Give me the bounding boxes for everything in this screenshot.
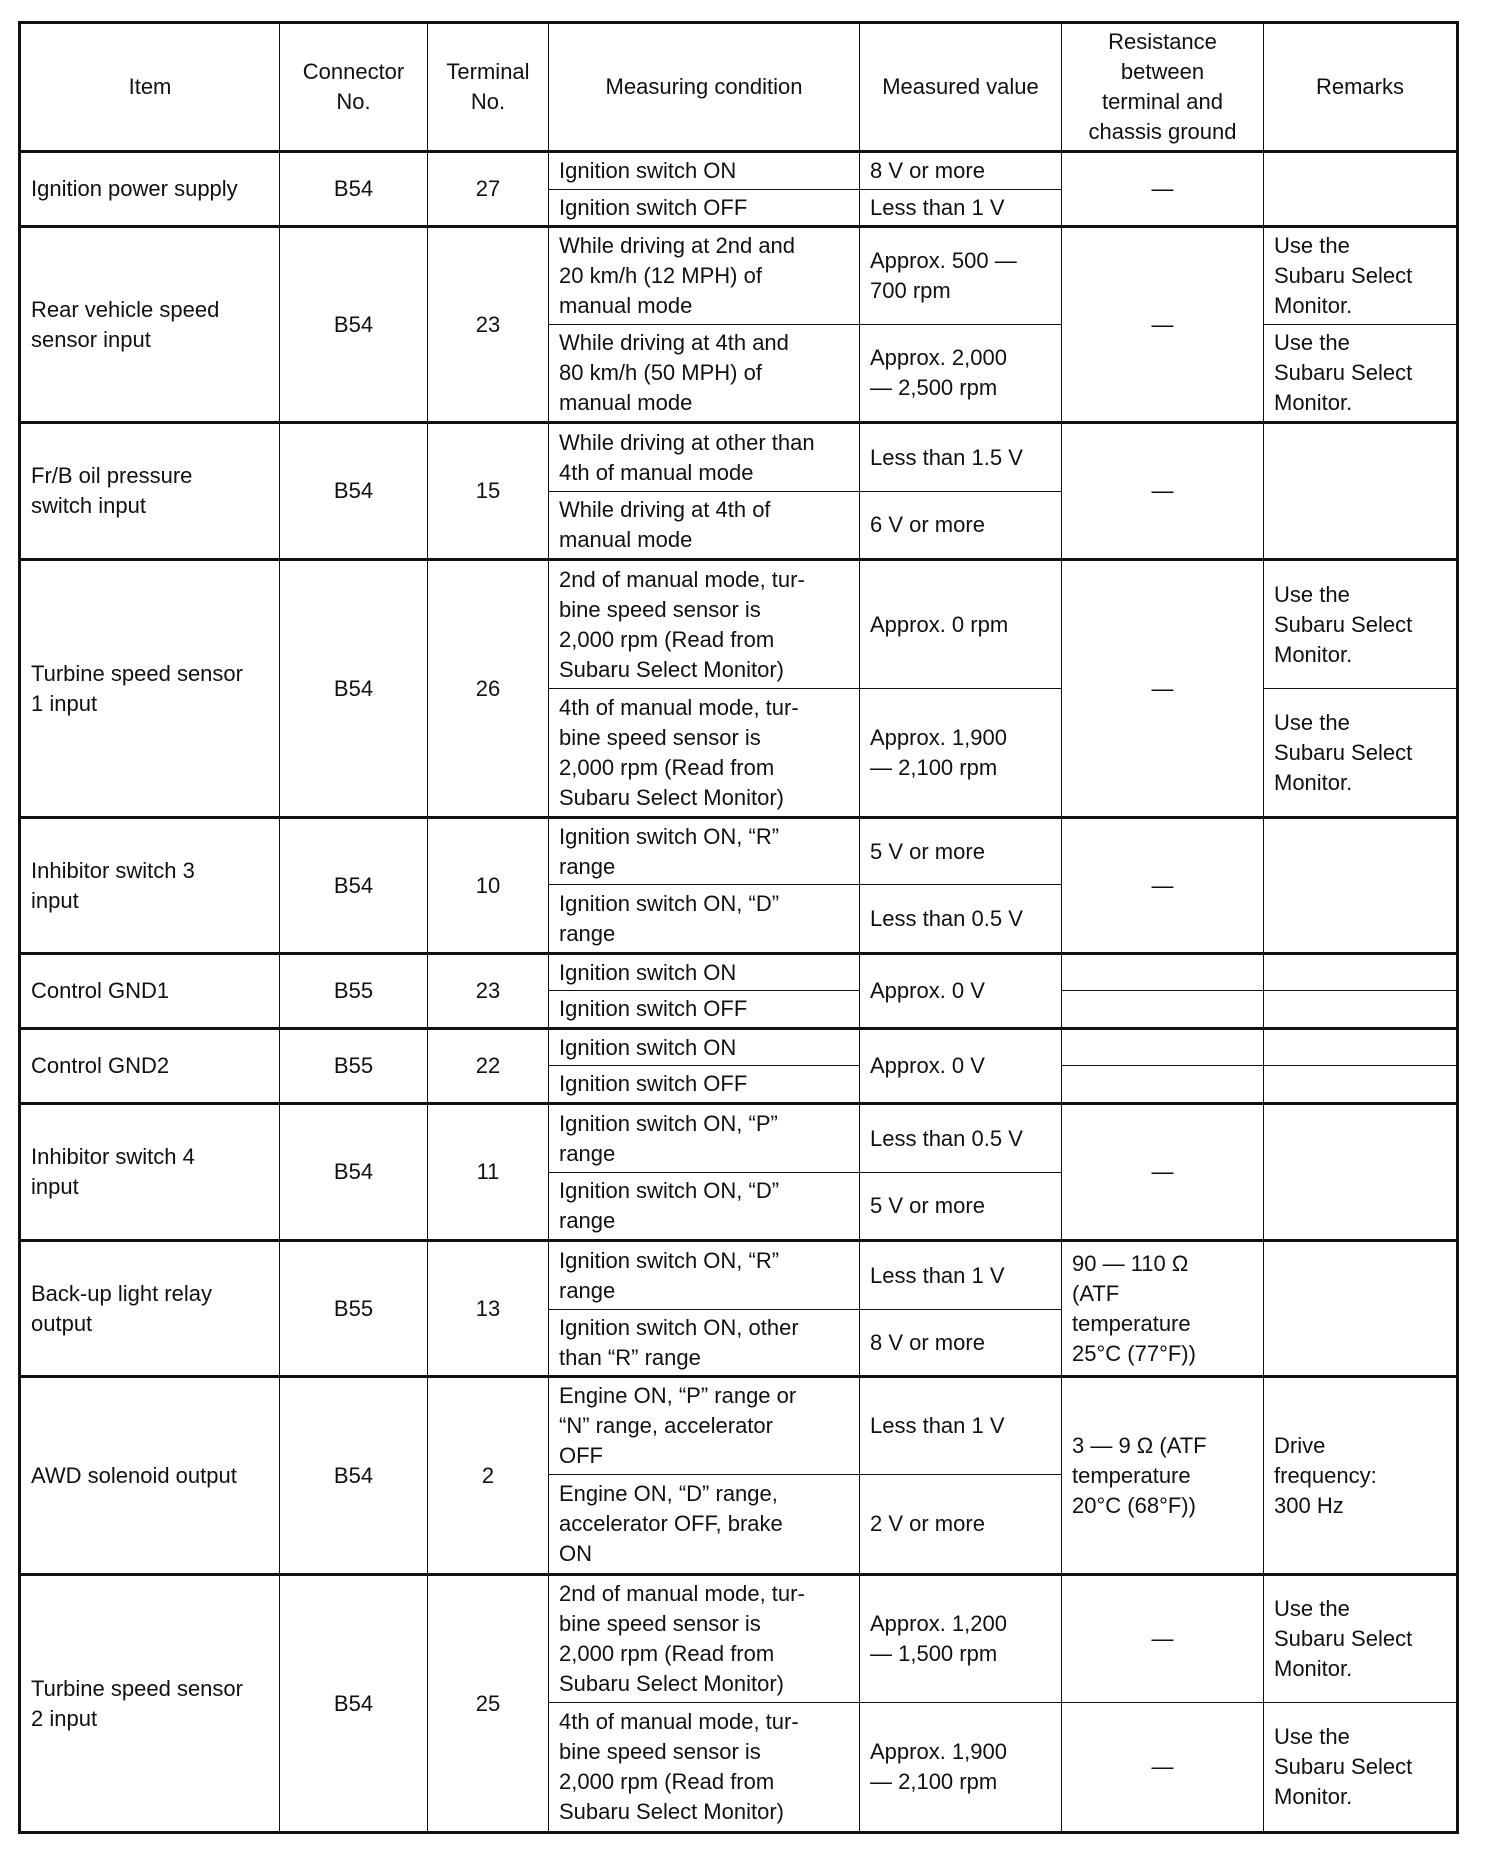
remarks-cell: Use the Subaru Select Monitor. bbox=[1264, 1703, 1458, 1833]
connector-cell: B54 bbox=[280, 1377, 428, 1575]
remarks-cell bbox=[1264, 1029, 1458, 1066]
measured-value-cell: Less than 1 V bbox=[860, 190, 1062, 227]
condition-cell: While driving at 2nd and 20 km/h (12 MPH) of manual mode bbox=[549, 227, 860, 325]
header-remarks: Remarks bbox=[1264, 23, 1458, 152]
terminal-cell: 25 bbox=[428, 1575, 549, 1833]
remarks-cell: Use the Subaru Select Monitor. bbox=[1264, 560, 1458, 689]
terminal-cell: 13 bbox=[428, 1241, 549, 1377]
terminal-cell: 15 bbox=[428, 423, 549, 560]
header-connector: Connector No. bbox=[280, 23, 428, 152]
connector-cell: B55 bbox=[280, 954, 428, 1029]
measured-value-cell: Less than 0.5 V bbox=[860, 1104, 1062, 1173]
condition-cell: While driving at other than 4th of manual mode bbox=[549, 423, 860, 492]
connector-cell: B55 bbox=[280, 1241, 428, 1377]
resistance-cell bbox=[1062, 991, 1264, 1029]
measured-value-cell: Approx. 1,200 — 1,500 rpm bbox=[860, 1575, 1062, 1703]
measured-value-cell: 6 V or more bbox=[860, 492, 1062, 560]
header-condition: Measuring condition bbox=[549, 23, 860, 152]
connector-cell: B54 bbox=[280, 1104, 428, 1241]
measured-value-cell: 5 V or more bbox=[860, 1173, 1062, 1241]
terminal-cell: 23 bbox=[428, 954, 549, 1029]
terminal-cell: 22 bbox=[428, 1029, 549, 1104]
condition-cell: 4th of manual mode, tur- bine speed sensor is 2,000 rpm (Read from Subaru Select Monitor) bbox=[549, 1703, 860, 1833]
connector-cell: B54 bbox=[280, 818, 428, 954]
resistance-cell: — bbox=[1062, 152, 1264, 227]
resistance-cell: — bbox=[1062, 1575, 1264, 1703]
item-cell: Control GND2 bbox=[20, 1029, 280, 1104]
terminal-cell: 23 bbox=[428, 227, 549, 423]
connector-cell: B54 bbox=[280, 423, 428, 560]
condition-cell: While driving at 4th and 80 km/h (50 MPH) of manual mode bbox=[549, 325, 860, 423]
condition-cell: Ignition switch ON, “R” range bbox=[549, 818, 860, 885]
resistance-cell: — bbox=[1062, 818, 1264, 954]
remarks-cell bbox=[1264, 1066, 1458, 1104]
table-row bbox=[20, 1029, 1458, 1066]
item-cell: Fr/B oil pressure switch input bbox=[20, 423, 280, 560]
condition-cell: Ignition switch ON, “D” range bbox=[549, 1173, 860, 1241]
item-cell: Control GND1 bbox=[20, 954, 280, 1029]
item-cell: Inhibitor switch 4 input bbox=[20, 1104, 280, 1241]
measured-value-cell: 8 V or more bbox=[860, 1310, 1062, 1377]
header-value: Measured value bbox=[860, 23, 1062, 152]
condition-cell: Ignition switch ON, “D” range bbox=[549, 885, 860, 954]
table-row bbox=[20, 227, 1458, 325]
item-cell: Ignition power supply bbox=[20, 152, 280, 227]
remarks-cell bbox=[1264, 954, 1458, 991]
terminal-cell: 2 bbox=[428, 1377, 549, 1575]
condition-cell: Engine ON, “D” range, accelerator OFF, brake ON bbox=[549, 1475, 860, 1575]
header-item: Item bbox=[20, 23, 280, 152]
remarks-cell: Use the Subaru Select Monitor. bbox=[1264, 227, 1458, 325]
terminal-cell: 27 bbox=[428, 152, 549, 227]
resistance-cell: — bbox=[1062, 423, 1264, 560]
item-cell: Turbine speed sensor 2 input bbox=[20, 1575, 280, 1833]
condition-cell: 4th of manual mode, tur- bine speed sensor is 2,000 rpm (Read from Subaru Select Monitor) bbox=[549, 689, 860, 818]
measured-value-cell: Approx. 0 V bbox=[860, 1029, 1062, 1104]
measured-value-cell: Less than 1 V bbox=[860, 1241, 1062, 1310]
table-row bbox=[20, 954, 1458, 991]
remarks-cell bbox=[1264, 991, 1458, 1029]
resistance-cell bbox=[1062, 954, 1264, 991]
remarks-cell: Use the Subaru Select Monitor. bbox=[1264, 325, 1458, 423]
terminal-cell: 11 bbox=[428, 1104, 549, 1241]
measured-value-cell: Approx. 1,900 — 2,100 rpm bbox=[860, 689, 1062, 818]
remarks-cell bbox=[1264, 1104, 1458, 1241]
table-row bbox=[20, 1104, 1458, 1173]
condition-cell: Ignition switch ON bbox=[549, 1029, 860, 1066]
measured-value-cell: Less than 1 V bbox=[860, 1377, 1062, 1475]
condition-cell: While driving at 4th of manual mode bbox=[549, 492, 860, 560]
resistance-cell: 90 — 110 Ω (ATF temperature 25°C (77°F)) bbox=[1062, 1241, 1264, 1377]
item-cell: Turbine speed sensor 1 input bbox=[20, 560, 280, 818]
item-cell: Inhibitor switch 3 input bbox=[20, 818, 280, 954]
terminal-check-table bbox=[18, 21, 1459, 1834]
table-row bbox=[20, 818, 1458, 885]
condition-cell: Ignition switch ON bbox=[549, 152, 860, 190]
header-terminal: Terminal No. bbox=[428, 23, 549, 152]
resistance-cell bbox=[1062, 1029, 1264, 1066]
terminal-cell: 10 bbox=[428, 818, 549, 954]
remarks-cell bbox=[1264, 818, 1458, 954]
remarks-cell bbox=[1264, 152, 1458, 227]
item-cell: Back-up light relay output bbox=[20, 1241, 280, 1377]
condition-cell: Ignition switch OFF bbox=[549, 190, 860, 227]
connector-cell: B55 bbox=[280, 1029, 428, 1104]
measured-value-cell: 2 V or more bbox=[860, 1475, 1062, 1575]
table-row bbox=[20, 423, 1458, 492]
connector-cell: B54 bbox=[280, 560, 428, 818]
table-row bbox=[20, 560, 1458, 689]
connector-cell: B54 bbox=[280, 152, 428, 227]
measured-value-cell: Approx. 0 rpm bbox=[860, 560, 1062, 689]
condition-cell: Ignition switch OFF bbox=[549, 1066, 860, 1104]
measured-value-cell: Less than 0.5 V bbox=[860, 885, 1062, 954]
measured-value-cell: Less than 1.5 V bbox=[860, 423, 1062, 492]
resistance-cell bbox=[1062, 1066, 1264, 1104]
resistance-cell: 3 — 9 Ω (ATF temperature 20°C (68°F)) bbox=[1062, 1377, 1264, 1575]
condition-cell: 2nd of manual mode, tur- bine speed sensor is 2,000 rpm (Read from Subaru Select Monitor) bbox=[549, 560, 860, 689]
item-cell: AWD solenoid output bbox=[20, 1377, 280, 1575]
remarks-cell: Use the Subaru Select Monitor. bbox=[1264, 689, 1458, 818]
condition-cell: Ignition switch ON, “P” range bbox=[549, 1104, 860, 1173]
table-row bbox=[20, 152, 1458, 190]
condition-cell: Ignition switch ON bbox=[549, 954, 860, 991]
header-row bbox=[20, 23, 1458, 152]
remarks-cell: Drive frequency: 300 Hz bbox=[1264, 1377, 1458, 1575]
measured-value-cell: 8 V or more bbox=[860, 152, 1062, 190]
connector-cell: B54 bbox=[280, 1575, 428, 1833]
header-resistance: Resistance between terminal and chassis ground bbox=[1062, 23, 1264, 152]
resistance-cell: — bbox=[1062, 1703, 1264, 1833]
table-row bbox=[20, 1377, 1458, 1475]
resistance-cell: — bbox=[1062, 560, 1264, 818]
table-row bbox=[20, 1241, 1458, 1310]
table-row bbox=[20, 1575, 1458, 1703]
terminal-cell: 26 bbox=[428, 560, 549, 818]
remarks-cell bbox=[1264, 1241, 1458, 1377]
condition-cell: Ignition switch OFF bbox=[549, 991, 860, 1029]
remarks-cell bbox=[1264, 423, 1458, 560]
condition-cell: Ignition switch ON, other than “R” range bbox=[549, 1310, 860, 1377]
resistance-cell: — bbox=[1062, 1104, 1264, 1241]
connector-cell: B54 bbox=[280, 227, 428, 423]
condition-cell: 2nd of manual mode, tur- bine speed sensor is 2,000 rpm (Read from Subaru Select Monitor) bbox=[549, 1575, 860, 1703]
resistance-cell: — bbox=[1062, 227, 1264, 423]
condition-cell: Ignition switch ON, “R” range bbox=[549, 1241, 860, 1310]
remarks-cell: Use the Subaru Select Monitor. bbox=[1264, 1575, 1458, 1703]
condition-cell: Engine ON, “P” range or “N” range, accelerator OFF bbox=[549, 1377, 860, 1475]
measured-value-cell: Approx. 1,900 — 2,100 rpm bbox=[860, 1703, 1062, 1833]
measured-value-cell: Approx. 0 V bbox=[860, 954, 1062, 1029]
measured-value-cell: Approx. 2,000 — 2,500 rpm bbox=[860, 325, 1062, 423]
measured-value-cell: Approx. 500 — 700 rpm bbox=[860, 227, 1062, 325]
measured-value-cell: 5 V or more bbox=[860, 818, 1062, 885]
item-cell: Rear vehicle speed sensor input bbox=[20, 227, 280, 423]
